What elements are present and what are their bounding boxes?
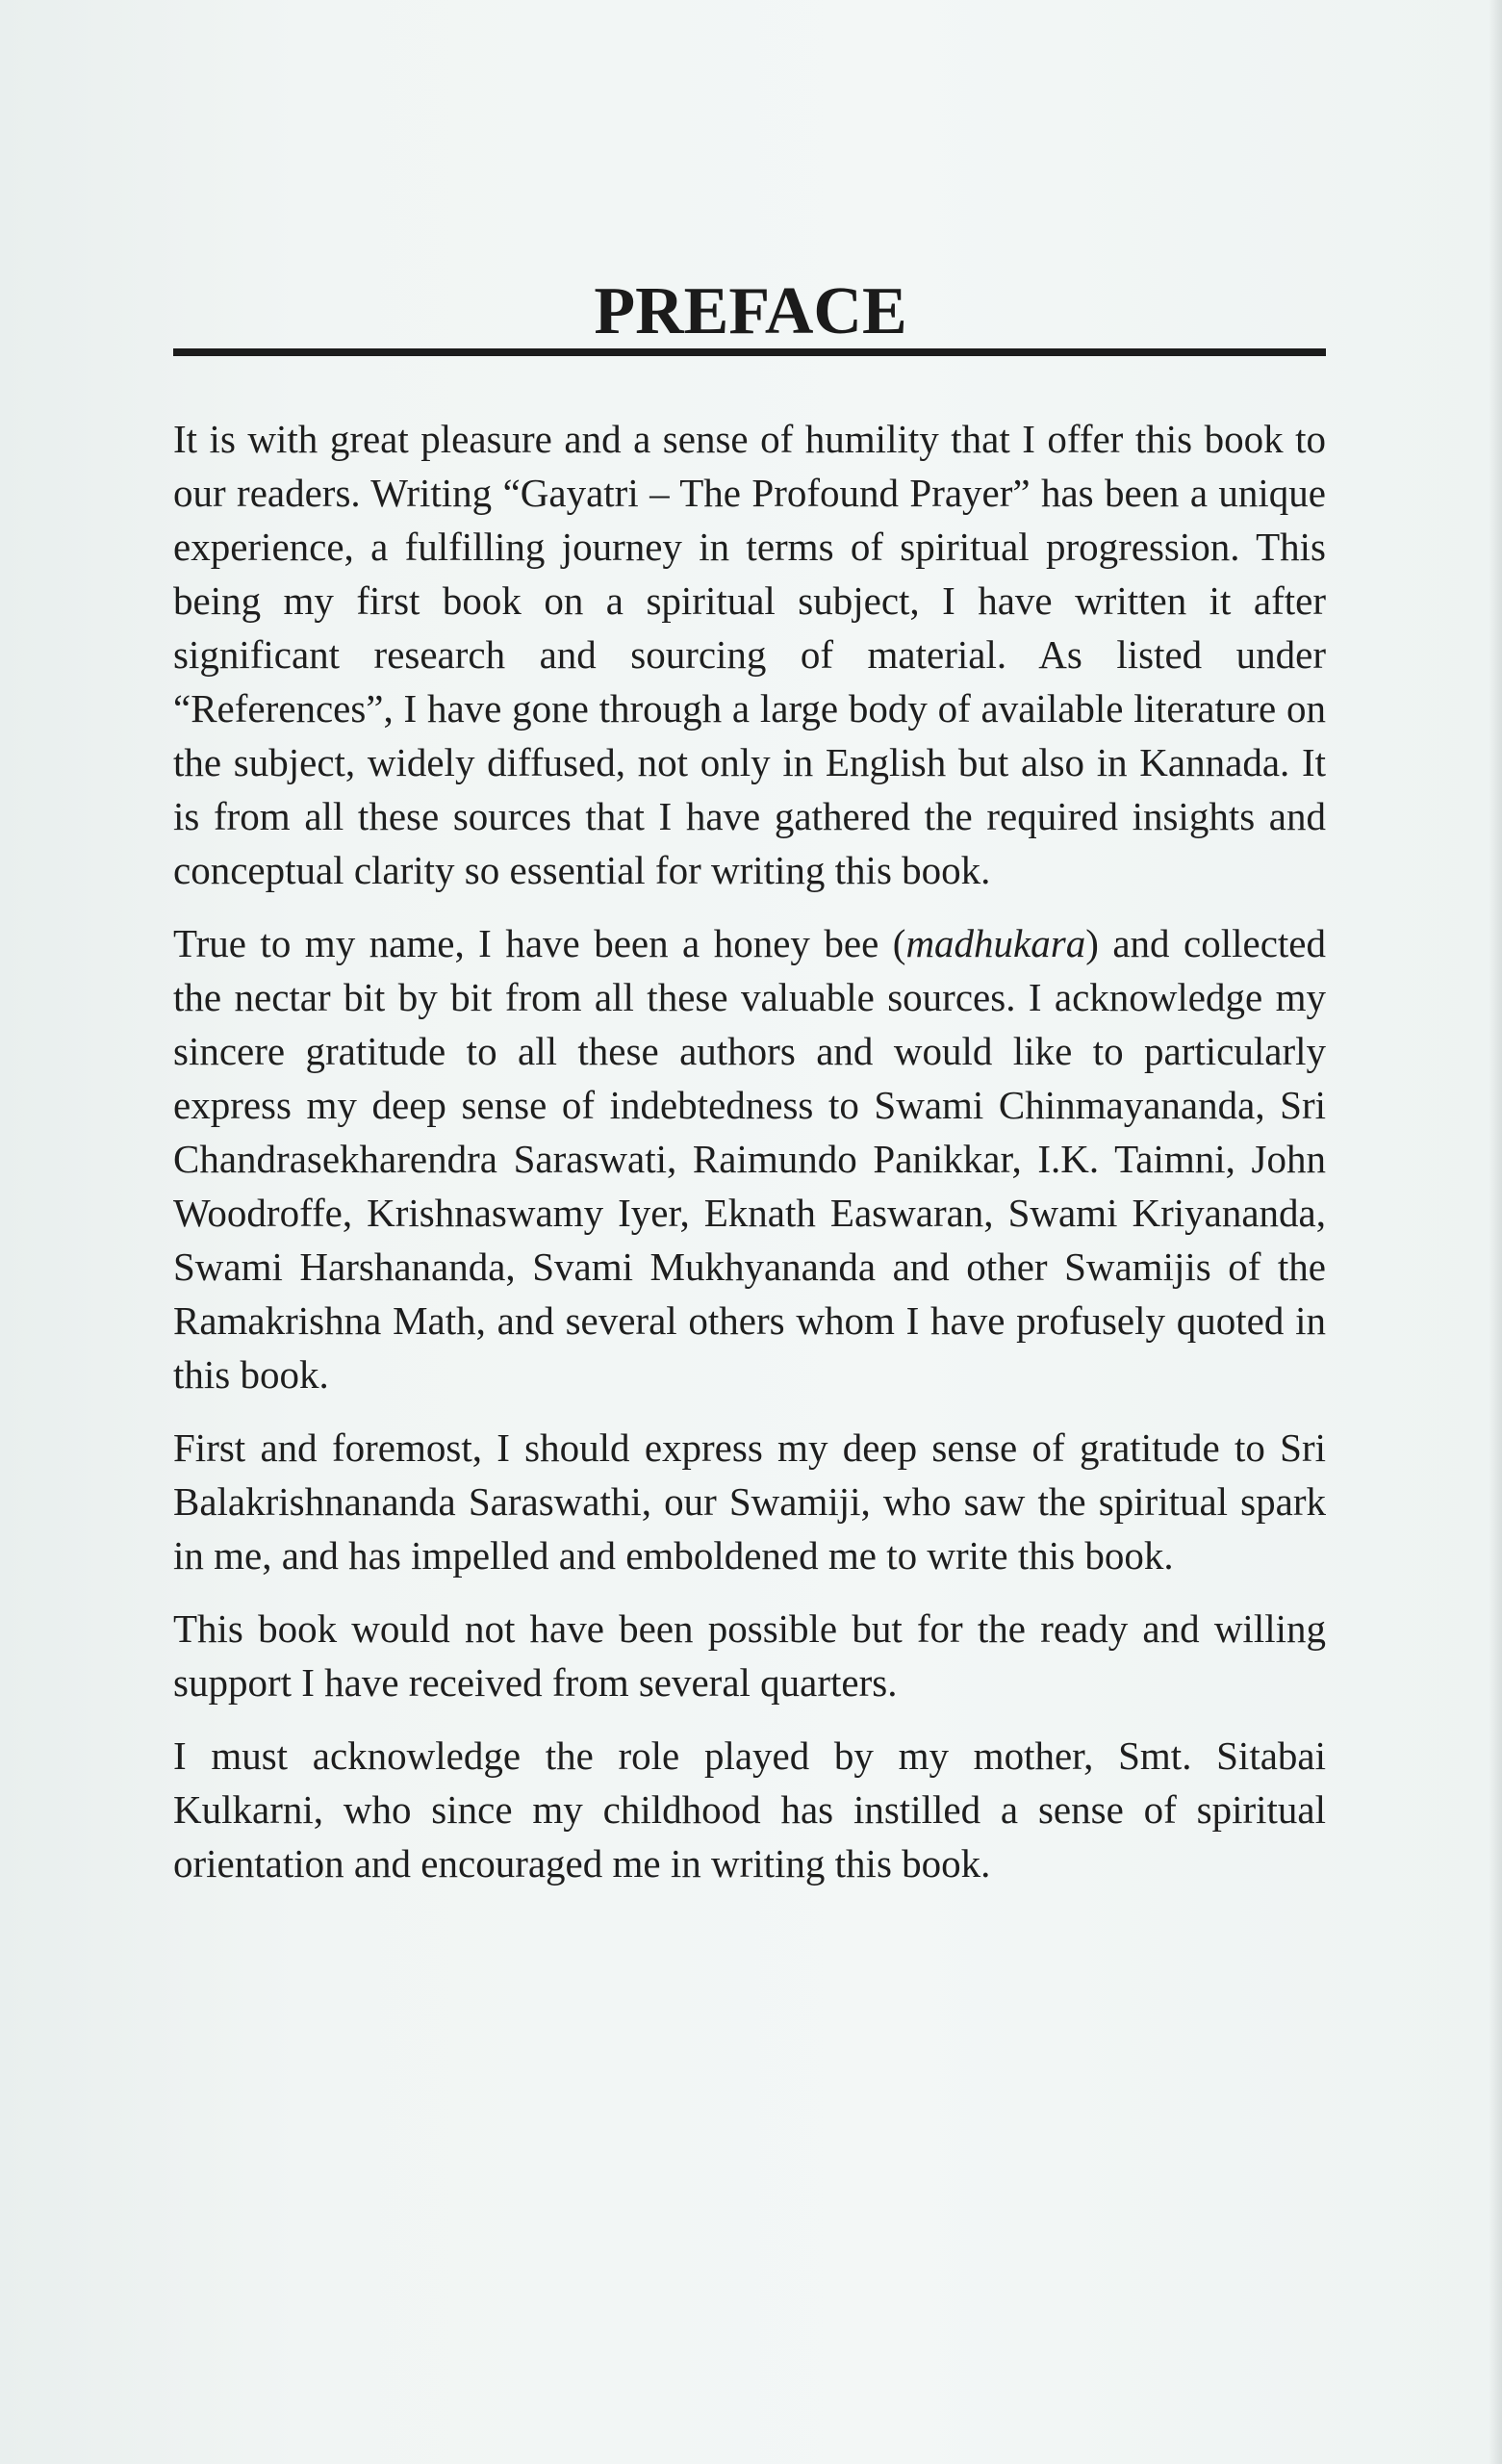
page-edge-shadow bbox=[1489, 0, 1502, 2464]
paragraph-2-italic-term: madhukara bbox=[905, 921, 1086, 965]
paragraph-4 bbox=[173, 1602, 1326, 1709]
paragraph-5 bbox=[173, 1729, 1326, 1890]
preface-body bbox=[173, 412, 1326, 1910]
paragraph-4-text: This book would not have been possible but for the ready and willing support I have received from several quarters. bbox=[173, 1606, 1326, 1705]
title-underline-rule bbox=[173, 348, 1326, 356]
paragraph-2-text-end: ) and collected the nectar bit by bit from all these valuable sources. I acknowledge my sincere gratitude to all these authors and would like to particularly express my deep sense of indebtedness to Swami Chinmayananda, Sri Chandrasekharendra Saraswati, Raimundo Panikkar, I.K. Taimni, John Woodroffe, Krishnaswamy Iyer, Eknath Easwaran, Swami Kriyananda, Swami Harshananda, Svami Mukhyananda and other Swamijis of the Ramakrishna Math, and several others whom I have profusely quoted in this book. bbox=[173, 921, 1326, 1397]
paragraph-3 bbox=[173, 1421, 1326, 1582]
paragraph-2-text-start: True to my name, I have been a honey bee ( bbox=[173, 921, 906, 965]
paragraph-1-text: It is with great pleasure and a sense of humility that I offer this book to our readers. Writing “Gayatri – The Profound Prayer” has been a unique experience, a fulfilling journey in terms of spiritual progression. This being my first book on a spiritual subject, I have written it after significant research and sourcing of material. As listed under “References”, I have gone through a large body of available literature on the subject, widely diffused, not only in English but also in Kannada. It is from all these sources that I have gathered the required insights and conceptual clarity so essential for writing this book. bbox=[173, 417, 1326, 892]
paragraph-3-text: First and foremost, I should express my deep sense of gratitude to Sri Balakrishnananda Saraswathi, our Swamiji, who saw the spiritual spark in me, and has impelled and emboldened me to write this book. bbox=[173, 1425, 1326, 1578]
paragraph-5-text: I must acknowledge the role played by my mother, Smt. Sitabai Kulkarni, who since my childhood has instilled a sense of spiritual orientation and encouraged me in writing this book. bbox=[173, 1733, 1326, 1886]
paragraph-1 bbox=[173, 412, 1326, 897]
paragraph-2 bbox=[173, 916, 1326, 1401]
page-title: PREFACE bbox=[594, 274, 907, 348]
